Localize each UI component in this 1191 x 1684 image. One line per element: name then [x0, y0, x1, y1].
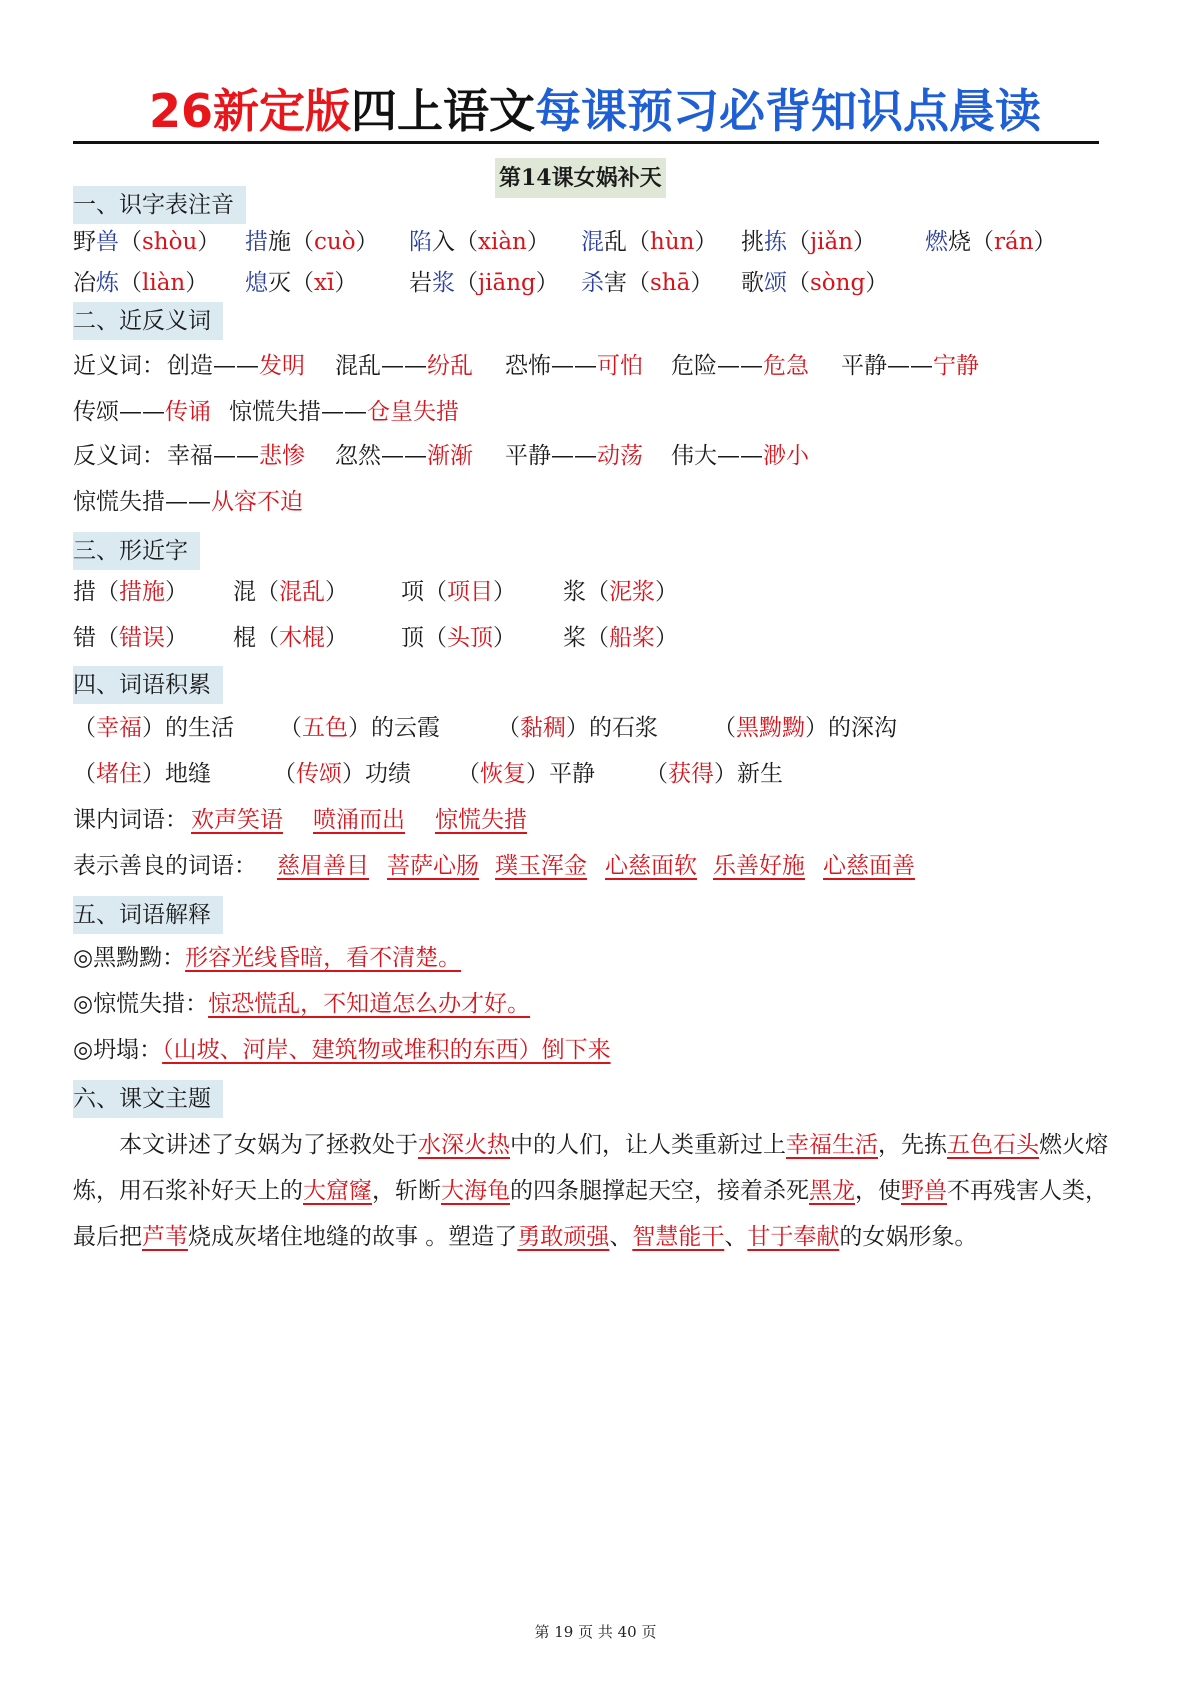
inclass-words-label: 课内词语：: [73, 807, 188, 833]
inclass-word: 惊慌失措: [435, 807, 527, 833]
kind-word: 慈眉善目: [277, 853, 369, 879]
section-heading-definitions: 五、词语解释: [73, 896, 223, 934]
synonym-pair: 创造——发明: [167, 353, 305, 379]
phrase-item: （黑黝黝）的深沟: [713, 715, 897, 741]
pinyin-item: 燃烧（rán）: [925, 229, 1057, 255]
page-title: [85, 82, 1105, 140]
title-part-grade: 四上语文: [351, 84, 535, 138]
synonym-pair: 传颂——传诵: [73, 399, 211, 425]
pinyin-item: 挑拣（jiǎn）: [741, 229, 877, 255]
kind-words-label: 表示善良的词语：: [73, 853, 257, 879]
similar-char-item: 浆（泥浆）: [563, 579, 678, 605]
similar-char-item: 桨（船桨）: [563, 625, 678, 651]
pinyin-item: 杀害（shā）: [581, 270, 714, 296]
inclass-word: 喷涌而出: [313, 807, 405, 833]
phrase-item: （五色）的云霞: [279, 715, 440, 741]
kind-word: 心慈面善: [823, 853, 915, 879]
phrase-item: （恢复）平静: [457, 761, 595, 787]
title-part-topic: 每课预习必背知识点晨读: [535, 84, 1041, 138]
phrase-item: （幸福）的生活: [73, 715, 234, 741]
similar-char-item: 项（项目）: [401, 579, 516, 605]
section-heading-pinyin: 一、识字表注音: [73, 186, 246, 224]
antonym-pair: 平静——动荡: [505, 443, 643, 469]
phrase-item: （黏稠）的石浆: [497, 715, 658, 741]
pinyin-item: 冶炼（liàn）: [73, 270, 209, 296]
similar-char-item: 错（错误）: [73, 625, 188, 651]
kind-word: 心慈面软: [605, 853, 697, 879]
definition-term: ◎黑黝黝：形容光线昏暗，看不清楚。: [73, 945, 462, 971]
definition-term: ◎惊慌失措：惊恐慌乱，不知道怎么办才好。: [73, 991, 531, 1017]
similar-char-item: 棍（木棍）: [233, 625, 348, 651]
phrase-item: （堵住）地缝: [73, 761, 211, 787]
similar-char-item: 措（措施）: [73, 579, 188, 605]
synonym-pair: 危险——危急: [671, 353, 809, 379]
section-heading-theme: 六、课文主题: [73, 1080, 223, 1118]
phrase-item: （获得）新生: [645, 761, 783, 787]
kind-word: 璞玉浑金: [495, 853, 587, 879]
antonym-label: 反义词：: [73, 443, 165, 469]
title-part-edition: 26新定版: [148, 84, 351, 138]
pinyin-item: 混乱（hùn）: [581, 229, 718, 255]
synonym-pair: 混乱——纷乱: [335, 353, 473, 379]
similar-char-item: 顶（头顶）: [401, 625, 516, 651]
pinyin-item: 岩浆（jiāng）: [409, 270, 559, 296]
page-footer: 第 19 页 共 40 页: [534, 1623, 657, 1641]
antonym-pair: 伟大——渺小: [671, 443, 809, 469]
antonym-pair: 幸福——悲惨: [167, 443, 305, 469]
kind-word: 菩萨心肠: [387, 853, 479, 879]
pinyin-item: 歌颂（sòng）: [741, 270, 889, 296]
antonym-pair: 惊慌失措——从容不迫: [73, 489, 303, 515]
pinyin-item: 措施（cuò）: [245, 229, 379, 255]
section-heading-synonyms: 二、近反义词: [73, 302, 223, 340]
definition-term: ◎坍塌：（山坡、河岸、建筑物或堆积的东西）倒下来: [73, 1037, 611, 1063]
kind-word: 乐善好施: [713, 853, 805, 879]
pinyin-item: 熄灭（xī）: [245, 270, 358, 296]
synonym-pair: 惊慌失措——仓皇失措: [229, 399, 459, 425]
theme-paragraph: 本文讲述了女娲为了拯救处于水深火热中的人们，让人类重新过上幸福生活，先拣五色石头燃火熔炼，用石浆补好天上的大窟窿，斩断大海龟的四条腿撑起天空，接着杀死黑龙，使野兽不再残害人类，最后把芦苇烧成灰堵住地缝的故事 。塑造了勇敢顽强、智慧能干、甘于奉献的女娲形象。: [73, 1132, 1108, 1250]
similar-char-item: 混（混乱）: [233, 579, 348, 605]
synonym-label: 近义词：: [73, 353, 165, 379]
section-heading-similar-chars: 三、形近字: [73, 532, 200, 570]
pinyin-item: 野兽（shòu）: [73, 229, 221, 255]
title-underline: [73, 141, 1099, 144]
antonym-pair: 忽然——渐渐: [335, 443, 473, 469]
inclass-word: 欢声笑语: [191, 807, 283, 833]
synonym-pair: 平静——宁静: [841, 353, 979, 379]
synonym-pair: 恐怖——可怕: [505, 353, 643, 379]
section-heading-phrases: 四、词语积累: [73, 666, 223, 704]
lesson-title: 第14课女娲补天: [495, 158, 666, 198]
phrase-item: （传颂）功绩: [273, 761, 411, 787]
pinyin-item: 陷入（xiàn）: [409, 229, 550, 255]
